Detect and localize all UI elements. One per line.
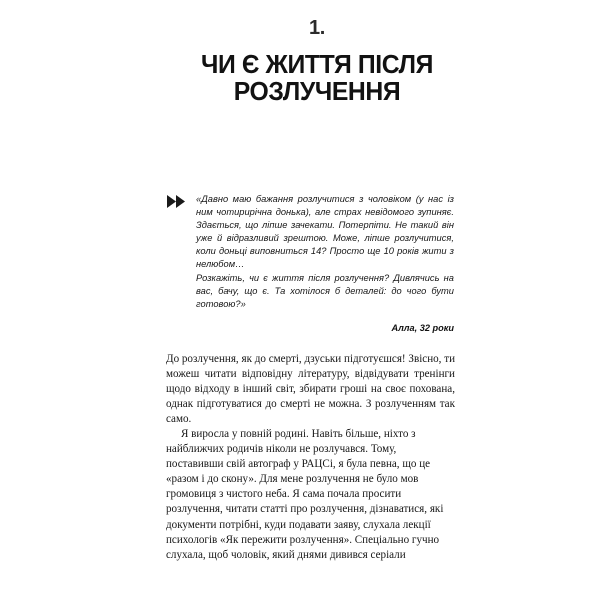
quote-text bbox=[196, 193, 454, 311]
body-paragraph-2: Я виросла у повній родині. Навіть більше, ніхто з найближчих родичів ніколи не розлучався. Тому, поставивши свій автограф у РАЦСі, я була певна, що це «разом і до скону». Для мене розлучення не було мов громовиця з чистого неба. Я сама почала просити розлучення, читати статті про розлучення, дізнаватися, які документи потрібні, куди подавати заяву, слухала лекції психологів «Як пережити розлучення». Спеціально гучно слухала, щоб чоловік, який днями дивився серіали bbox=[166, 428, 444, 561]
reader-letter-quote bbox=[196, 193, 454, 334]
quote-attribution: Алла, 32 роки bbox=[391, 322, 454, 333]
double-triangle-right-icon bbox=[167, 195, 186, 208]
body-paragraph-1: До розлучення, як до смерті, дзуськи підготуєшся! Звісно, ти можеш читати відповідну літературу, відвідувати тренінги щодо відходу в інший світ, збирати гроші на своє похована, однак підготуватися до смерті не можна. З розлученням так само. bbox=[166, 353, 456, 426]
chapter-title-line-2: РОЗЛУЧЕННЯ bbox=[233, 78, 401, 106]
chapter-title-line-1: ЧИ Є ЖИТТЯ ПІСЛЯ bbox=[200, 51, 434, 79]
chapter-number: 1. bbox=[308, 17, 326, 39]
quote-paragraph-2: Розкажіть, чи є життя після розлучення? Дивлячись на вас, бачу, що є. Та хотілося б деталей: до чого бути готовою?» bbox=[196, 272, 454, 309]
quote-paragraph-1: «Давно маю бажання розлучитися з чоловіком (у нас із ним чотирирічна донька), але страх невідомого зупиняє. Здається, що ліпше зачекати. Потерпіти. Не такий він уже й відразливий зрештою. Може, ліпше розлучитися, коли доньці виповниться 14? Просто ще 10 років жити з нелюбом… bbox=[196, 194, 454, 270]
chapter-title bbox=[180, 52, 454, 106]
body-copy bbox=[166, 352, 455, 563]
